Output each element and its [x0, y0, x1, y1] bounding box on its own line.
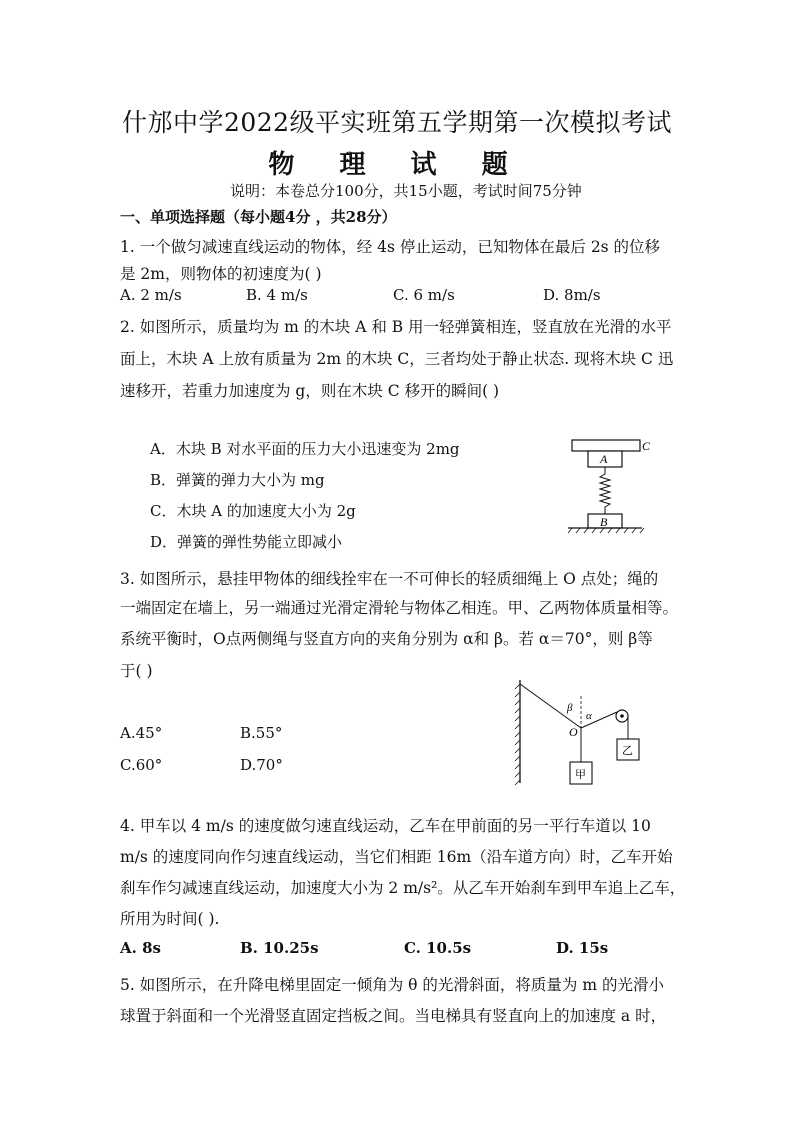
q1-option-c: C. 6 m/s [393, 286, 455, 304]
q4-line1: 4. 甲车以 4 m/s 的速度做匀速直线运动，乙车在甲前面的另一平行车道以 10 [120, 817, 651, 835]
q2-line1: 2. 如图所示，质量均为 m 的木块 A 和 B 用一轻弹簧相连，竖直放在光滑的水平 [120, 318, 672, 336]
q3-option-c: C.60° [120, 756, 163, 774]
spring-blocks-figure [560, 432, 660, 537]
q3-line2: 一端固定在墙上，另一端通过光滑定滑轮与物体乙相连。甲、乙两物体质量相等。 [120, 599, 679, 617]
q2-line3: 速移开，若重力加速度为 g，则在木块 C 移开的瞬间( ) [120, 382, 500, 400]
q3-line4: 于( ) [120, 662, 153, 680]
q1-option-b: B. 4 m/s [246, 286, 308, 304]
label-o: O [569, 725, 578, 739]
label-yi: 乙 [622, 744, 633, 757]
label-alpha: α [586, 710, 592, 722]
q2-option-b: B．弹簧的弹力大小为 mg [150, 471, 325, 489]
label-a: A [600, 452, 608, 466]
q4-line3: 刹车作匀减速直线运动，加速度大小为 2 m/s²。从乙车开始刹车到甲车追上乙车， [120, 879, 686, 897]
q3-option-d: D.70° [240, 756, 283, 774]
q4-option-d: D. 15s [556, 939, 609, 957]
q5-line1: 5. 如图所示，在升降电梯里固定一倾角为 θ 的光滑斜面，将质量为 m 的光滑小 [120, 976, 664, 994]
subject-title: 物 理 试 题 [268, 150, 526, 180]
q1-line2: 是 2m，则物体的初速度为( ) [120, 265, 322, 283]
q5-line2: 球置于斜面和一个光滑竖直固定挡板之间。当电梯具有竖直向上的加速度 a 时， [120, 1007, 667, 1025]
q2-option-a: A．木块 B 对水平面的压力大小迅速变为 2mg [150, 440, 460, 458]
pulley-axle [620, 714, 624, 718]
label-beta: β [567, 702, 573, 714]
section-heading: 一、单项选择题（每小题4分 ，共28分） [120, 208, 397, 226]
wall-hatch [515, 684, 520, 785]
q3-line3: 系统平衡时，O点两侧绳与竖直方向的夹角分别为 α和 β。若 α＝70°，则 β等 [120, 630, 653, 648]
q1-option-a: A. 2 m/s [120, 286, 182, 304]
label-c: C [642, 439, 651, 453]
q4-line4: 所用为时间( ). [120, 910, 220, 928]
q2-option-d: D．弹簧的弹性势能立即减小 [150, 533, 343, 551]
q1-line1: 1. 一个做匀减速直线运动的物体，经 4s 停止运动，已知物体在最后 2s 的位移 [120, 238, 661, 256]
label-b: B [600, 515, 608, 529]
q4-option-c: C. 10.5s [404, 939, 472, 957]
exam-note: 说明：本卷总分100分，共15小题，考试时间75分钟 [230, 182, 582, 200]
q3-option-b: B.55° [240, 724, 283, 742]
q2-line2: 面上，木块 A 上放有质量为 2m 的木块 C，三者均处于静止状态. 现将木块 C 迅 [120, 350, 674, 368]
q3-option-a: A.45° [120, 724, 163, 742]
q4-option-a: A. 8s [120, 939, 161, 957]
q4-line2: m/s 的速度同向作匀速直线运动，当它们相距 16m（沿车道方向）时，乙车开始 [120, 848, 673, 866]
q2-option-c: C．木块 A 的加速度大小为 2g [150, 502, 356, 520]
block-c [572, 440, 640, 451]
q4-option-b: B. 10.25s [240, 939, 319, 957]
q1-option-d: D. 8m/s [543, 286, 601, 304]
q3-line1: 3. 如图所示，悬挂甲物体的细线拴牢在一不可伸长的轻质细绳上 O 点处；绳的 [120, 570, 659, 588]
label-jia: 甲 [575, 768, 586, 781]
pulley-figure [508, 678, 658, 790]
spring [600, 467, 610, 514]
exam-title: 什邡中学2022级平实班第五学期第一次模拟考试 [121, 108, 673, 137]
